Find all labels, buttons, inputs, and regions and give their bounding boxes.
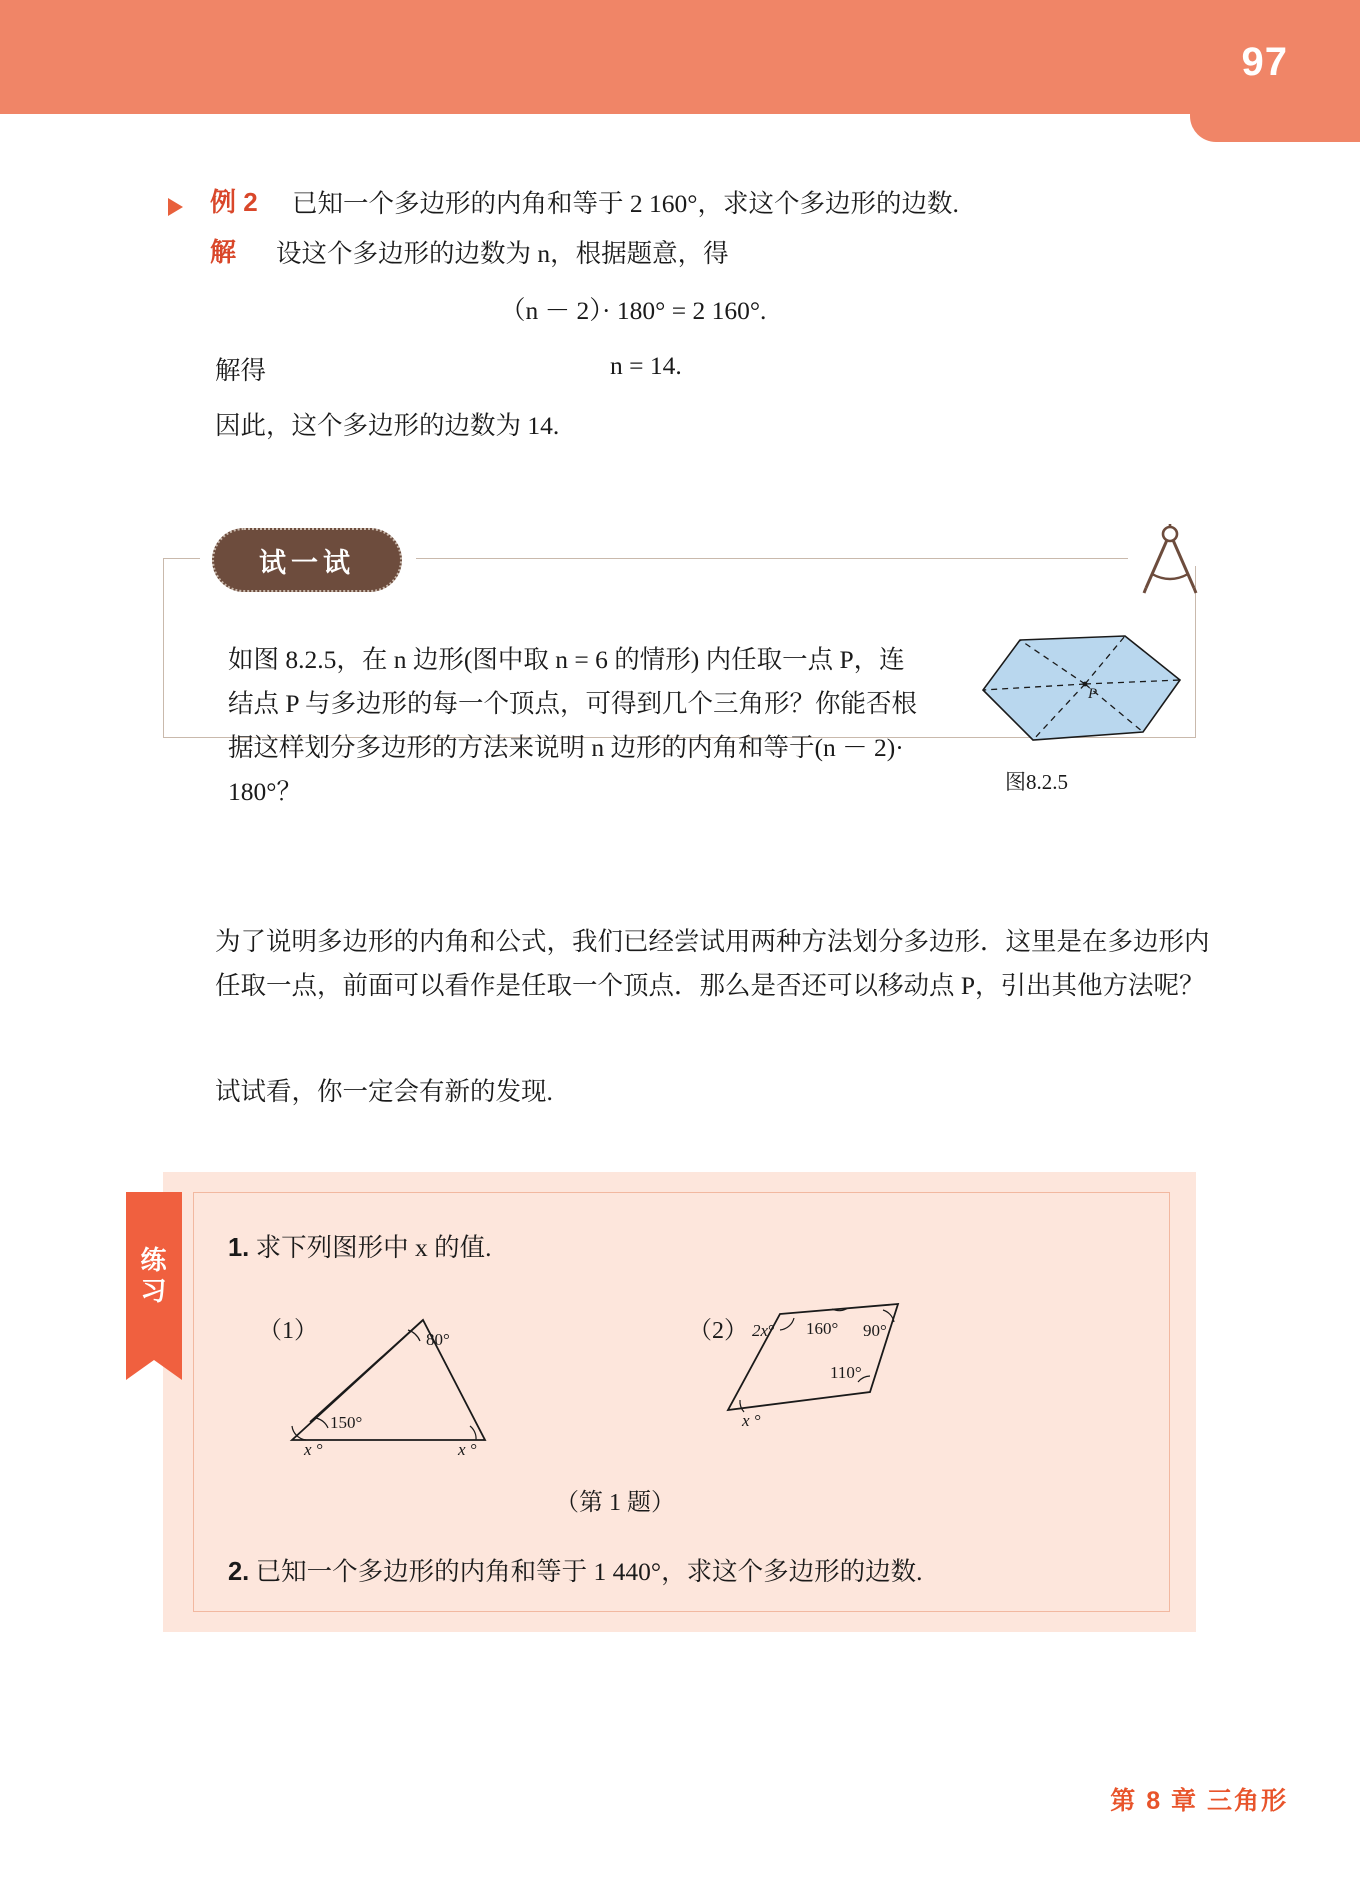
header-band (0, 0, 1360, 114)
solution-label: 解 (210, 237, 237, 267)
svg-text:P: P (1088, 686, 1098, 702)
compass-icon (1138, 524, 1202, 594)
try-it-text: 如图 8.2.5，在 n 边形(图中取 n = 6 的情形) 内任取一点 P，连结点 P 与多边形的每一个顶点，可得到几个三角形？你能否根据这样划分多边形的方法来说明 n 边形的内角和等于(n － 2)· 180°？ (228, 645, 917, 806)
hexagon-figure-caption: 图8.2.5 (1005, 770, 1068, 794)
svg-text:110°: 110° (830, 1363, 862, 1382)
solution-equation: （n － 2）· 180° = 2 160°. (500, 296, 767, 325)
svg-text:80°: 80° (426, 1330, 450, 1349)
svg-text:90°: 90° (863, 1321, 887, 1340)
question-1-figure-1 (280, 1300, 540, 1470)
svg-text:150°: 150° (330, 1413, 363, 1432)
svg-text:x °: x ° (304, 1440, 323, 1459)
question-1-sub2-label: （2） (688, 1318, 748, 1344)
exercise-question-1 (228, 1228, 492, 1264)
example-label: 例 2 (210, 187, 258, 217)
svg-text:x °: x ° (458, 1440, 477, 1459)
discussion-paragraph-1: 为了说明多边形的内角和公式，我们已经尝试用两种方法划分多边形．这里是在多边形内任取一点，前面可以看作是任取一个顶点．那么是否还可以移动点 P，引出其他方法呢？ (215, 927, 1210, 1000)
triangle-bullet-icon (168, 198, 183, 216)
try-it-badge: 试一试 (212, 528, 402, 592)
question-1-figure-2 (720, 1300, 940, 1450)
svg-text:160°: 160° (806, 1319, 839, 1338)
question-1-caption: （第 1 题） (555, 1490, 675, 1516)
solution-text: 设这个多边形的边数为 n，根据题意，得 (276, 239, 729, 268)
header-band-notch (1190, 114, 1360, 142)
question-1-text: 求下列图形中 x 的值. (255, 1233, 492, 1262)
solution-got-label: 解得 (215, 356, 267, 385)
page-number: 97 (1241, 40, 1288, 84)
example-stem: 已知一个多边形的内角和等于 2 160°，求这个多边形的边数. (292, 189, 959, 218)
solution-result: n = 14. (610, 351, 682, 380)
solution-conclusion: 因此，这个多边形的边数为 14. (215, 411, 560, 440)
svg-text:2x°: 2x° (752, 1321, 775, 1340)
svg-text:x °: x ° (742, 1411, 761, 1430)
exercise-question-2 (228, 1552, 922, 1588)
exercise-tab-line2: 习 (140, 1276, 168, 1306)
question-2-text: 已知一个多边形的内角和等于 1 440°，求这个多边形的边数. (255, 1557, 923, 1586)
question-2-number: 2. (228, 1558, 250, 1586)
exercise-tab (126, 1192, 182, 1360)
question-1-number: 1. (228, 1234, 250, 1262)
hexagon-figure (975, 632, 1185, 762)
footer-chapter-label: 第 8 章 三角形 (1110, 1787, 1288, 1815)
question-1-sub1-label: （1） (258, 1318, 318, 1344)
discussion-paragraph-2: 试试看，你一定会有新的发现. (215, 1077, 553, 1106)
exercise-tab-line1: 练 (140, 1244, 168, 1275)
